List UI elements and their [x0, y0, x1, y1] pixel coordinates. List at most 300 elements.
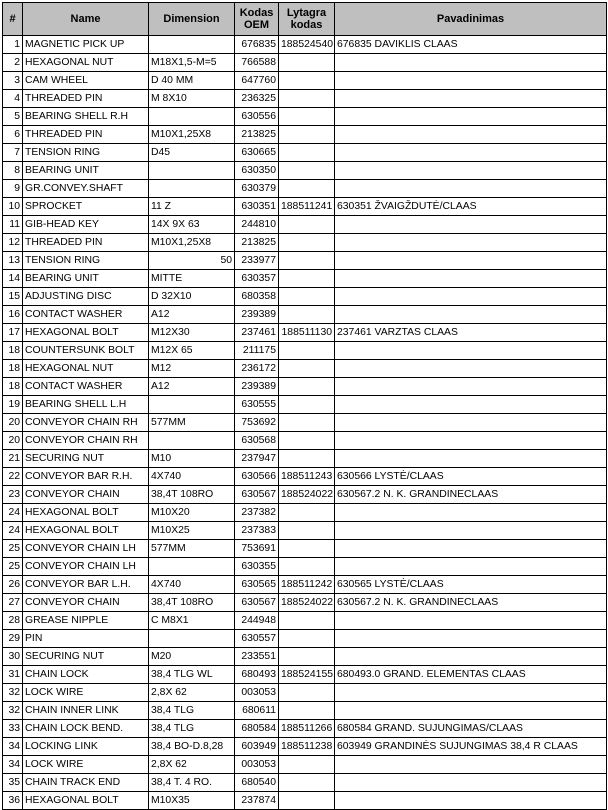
cell-dimension: [149, 180, 235, 198]
cell-num: 17: [3, 324, 23, 342]
cell-oem: 003053: [235, 756, 279, 774]
cell-num: 34: [3, 756, 23, 774]
cell-num: 20: [3, 432, 23, 450]
table-row: [3, 450, 607, 468]
cell-num: 3: [3, 72, 23, 90]
table-row: [3, 630, 607, 648]
cell-oem: 753692: [235, 414, 279, 432]
cell-name: PIN: [23, 630, 149, 648]
cell-oem: 003053: [235, 684, 279, 702]
table-row: [3, 702, 607, 720]
cell-lytagra: 188511266: [279, 720, 335, 738]
cell-name: CONVEYOR BAR L.H.: [23, 576, 149, 594]
cell-pavadinimas: [335, 630, 607, 648]
cell-name: SECURING NUT: [23, 648, 149, 666]
table-body: [3, 36, 607, 810]
cell-lytagra: [279, 234, 335, 252]
cell-lytagra: 188511238: [279, 738, 335, 756]
cell-num: 24: [3, 504, 23, 522]
cell-lytagra: [279, 396, 335, 414]
cell-oem: 630557: [235, 630, 279, 648]
cell-name: BEARING SHELL R.H: [23, 108, 149, 126]
cell-name: GREASE NIPPLE: [23, 612, 149, 630]
cell-num: 22: [3, 468, 23, 486]
table-row: [3, 594, 607, 612]
cell-pavadinimas: 630567.2 N. K. GRANDINECLAAS: [335, 594, 607, 612]
cell-lytagra: [279, 378, 335, 396]
cell-lytagra: [279, 612, 335, 630]
cell-lytagra: [279, 270, 335, 288]
cell-dimension: M20: [149, 648, 235, 666]
cell-lytagra: [279, 252, 335, 270]
cell-dimension: M12X30: [149, 324, 235, 342]
table-row: [3, 324, 607, 342]
cell-num: 7: [3, 144, 23, 162]
cell-oem: 680584: [235, 720, 279, 738]
cell-dimension: [149, 36, 235, 54]
cell-num: 23: [3, 486, 23, 504]
header-row: [3, 3, 607, 36]
cell-name: COUNTERSUNK BOLT: [23, 342, 149, 360]
cell-dimension: 38,4 TLG WL: [149, 666, 235, 684]
cell-oem: 237461: [235, 324, 279, 342]
table-row: [3, 198, 607, 216]
cell-dimension: 11 Z: [149, 198, 235, 216]
table-row: [3, 666, 607, 684]
cell-num: 10: [3, 198, 23, 216]
cell-name: BEARING SHELL L.H: [23, 396, 149, 414]
cell-lytagra: [279, 144, 335, 162]
cell-name: HEXAGONAL NUT: [23, 360, 149, 378]
table-row: [3, 162, 607, 180]
cell-pavadinimas: [335, 450, 607, 468]
table-row: [3, 558, 607, 576]
cell-oem: 630357: [235, 270, 279, 288]
cell-pavadinimas: [335, 702, 607, 720]
cell-lytagra: 188524540: [279, 36, 335, 54]
cell-oem: 233977: [235, 252, 279, 270]
cell-name: CHAIN TRACK END: [23, 774, 149, 792]
cell-lytagra: 188511130: [279, 324, 335, 342]
cell-lytagra: [279, 216, 335, 234]
cell-num: 14: [3, 270, 23, 288]
cell-pavadinimas: [335, 270, 607, 288]
cell-pavadinimas: [335, 558, 607, 576]
cell-pavadinimas: 630565 LYSTĖ/CLAAS: [335, 576, 607, 594]
cell-num: 35: [3, 774, 23, 792]
cell-num: 1: [3, 36, 23, 54]
cell-oem: 676835: [235, 36, 279, 54]
cell-lytagra: [279, 450, 335, 468]
cell-oem: 630351: [235, 198, 279, 216]
header-oem: Kodas OEM: [235, 3, 279, 36]
cell-dimension: M12: [149, 360, 235, 378]
cell-name: CHAIN LOCK: [23, 666, 149, 684]
cell-lytagra: [279, 702, 335, 720]
cell-pavadinimas: [335, 126, 607, 144]
header-name: Name: [23, 3, 149, 36]
cell-name: CHAIN LOCK BEND.: [23, 720, 149, 738]
cell-lytagra: [279, 90, 335, 108]
cell-name: SECURING NUT: [23, 450, 149, 468]
cell-dimension: A12: [149, 306, 235, 324]
cell-pavadinimas: [335, 612, 607, 630]
cell-oem: 630568: [235, 432, 279, 450]
cell-name: THREADED PIN: [23, 234, 149, 252]
table-row: [3, 756, 607, 774]
cell-dimension: D 32X10: [149, 288, 235, 306]
cell-name: THREADED PIN: [23, 126, 149, 144]
cell-num: 18: [3, 378, 23, 396]
table-row: [3, 396, 607, 414]
cell-dimension: [149, 630, 235, 648]
cell-pavadinimas: 680493.0 GRAND. ELEMENTAS CLAAS: [335, 666, 607, 684]
cell-dimension: M12X 65: [149, 342, 235, 360]
cell-num: 16: [3, 306, 23, 324]
cell-name: LOCK WIRE: [23, 684, 149, 702]
table-row: [3, 378, 607, 396]
cell-num: 18: [3, 342, 23, 360]
cell-dimension: M10X1,25X8: [149, 234, 235, 252]
cell-pavadinimas: [335, 234, 607, 252]
cell-num: 34: [3, 738, 23, 756]
cell-name: CONVEYOR CHAIN LH: [23, 540, 149, 558]
table-row: [3, 180, 607, 198]
cell-lytagra: 188524022: [279, 594, 335, 612]
cell-name: HEXAGONAL BOLT: [23, 504, 149, 522]
cell-oem: 630565: [235, 576, 279, 594]
cell-num: 26: [3, 576, 23, 594]
table-row: [3, 522, 607, 540]
cell-pavadinimas: [335, 774, 607, 792]
cell-name: CONTACT WASHER: [23, 378, 149, 396]
cell-lytagra: [279, 630, 335, 648]
cell-pavadinimas: [335, 432, 607, 450]
cell-oem: 680358: [235, 288, 279, 306]
cell-pavadinimas: [335, 90, 607, 108]
table-row: [3, 432, 607, 450]
table-row: [3, 720, 607, 738]
cell-name: GIB-HEAD KEY: [23, 216, 149, 234]
cell-dimension: M10X25: [149, 522, 235, 540]
cell-dimension: 577MM: [149, 414, 235, 432]
cell-name: CONVEYOR CHAIN RH: [23, 414, 149, 432]
table-row: [3, 486, 607, 504]
cell-lytagra: [279, 648, 335, 666]
cell-num: 25: [3, 558, 23, 576]
cell-dimension: M10X20: [149, 504, 235, 522]
cell-pavadinimas: [335, 756, 607, 774]
cell-oem: 630567: [235, 486, 279, 504]
cell-num: 2: [3, 54, 23, 72]
cell-dimension: 4X740: [149, 576, 235, 594]
cell-oem: 630355: [235, 558, 279, 576]
cell-lytagra: [279, 522, 335, 540]
table-row: [3, 288, 607, 306]
cell-oem: 753691: [235, 540, 279, 558]
cell-oem: 244948: [235, 612, 279, 630]
cell-num: 18: [3, 360, 23, 378]
cell-dimension: D45: [149, 144, 235, 162]
cell-pavadinimas: 630567.2 N. K. GRANDINECLAAS: [335, 486, 607, 504]
table-row: [3, 270, 607, 288]
cell-pavadinimas: [335, 216, 607, 234]
cell-pavadinimas: [335, 306, 607, 324]
table-row: [3, 468, 607, 486]
cell-num: 5: [3, 108, 23, 126]
table-row: [3, 792, 607, 810]
cell-dimension: [149, 558, 235, 576]
cell-name: CONVEYOR CHAIN: [23, 486, 149, 504]
cell-oem: 239389: [235, 306, 279, 324]
cell-num: 25: [3, 540, 23, 558]
cell-dimension: 38,4 TLG: [149, 720, 235, 738]
table-row: [3, 54, 607, 72]
cell-num: 13: [3, 252, 23, 270]
cell-num: 8: [3, 162, 23, 180]
cell-lytagra: [279, 126, 335, 144]
cell-pavadinimas: [335, 540, 607, 558]
table-row: [3, 234, 607, 252]
cell-num: 11: [3, 216, 23, 234]
cell-pavadinimas: [335, 180, 607, 198]
cell-pavadinimas: [335, 684, 607, 702]
cell-num: 19: [3, 396, 23, 414]
cell-lytagra: [279, 72, 335, 90]
header-lytagra: Lytagra kodas: [279, 3, 335, 36]
cell-name: HEXAGONAL BOLT: [23, 324, 149, 342]
cell-oem: 680611: [235, 702, 279, 720]
cell-dimension: [149, 108, 235, 126]
cell-oem: 213825: [235, 234, 279, 252]
cell-dimension: M 8X10: [149, 90, 235, 108]
cell-lytagra: 188511241: [279, 198, 335, 216]
cell-oem: 680540: [235, 774, 279, 792]
table-row: [3, 342, 607, 360]
table-row: [3, 252, 607, 270]
cell-num: 31: [3, 666, 23, 684]
cell-dimension: 38,4T 108RO: [149, 486, 235, 504]
cell-pavadinimas: [335, 792, 607, 810]
cell-lytagra: [279, 774, 335, 792]
table-row: [3, 612, 607, 630]
cell-dimension: 38,4T 108RO: [149, 594, 235, 612]
cell-lytagra: [279, 756, 335, 774]
cell-lytagra: [279, 684, 335, 702]
cell-pavadinimas: 630351 ŽVAIGŽDUTĖ/CLAAS: [335, 198, 607, 216]
cell-num: 32: [3, 684, 23, 702]
table-row: [3, 36, 607, 54]
cell-name: HEXAGONAL NUT: [23, 54, 149, 72]
cell-dimension: MITTE: [149, 270, 235, 288]
cell-dimension: C M8X1: [149, 612, 235, 630]
cell-oem: 680493: [235, 666, 279, 684]
cell-num: 27: [3, 594, 23, 612]
cell-name: SPROCKET: [23, 198, 149, 216]
cell-oem: 630555: [235, 396, 279, 414]
cell-oem: 236172: [235, 360, 279, 378]
cell-dimension: 14X 9X 63: [149, 216, 235, 234]
cell-oem: 237947: [235, 450, 279, 468]
cell-name: CONVEYOR CHAIN LH: [23, 558, 149, 576]
cell-oem: 630566: [235, 468, 279, 486]
cell-name: BEARING UNIT: [23, 270, 149, 288]
header-dimension: Dimension: [149, 3, 235, 36]
cell-dimension: 2,8X 62: [149, 756, 235, 774]
cell-dimension: M10X35: [149, 792, 235, 810]
cell-pavadinimas: [335, 648, 607, 666]
parts-table: [2, 2, 607, 810]
cell-num: 20: [3, 414, 23, 432]
cell-lytagra: [279, 306, 335, 324]
cell-num: 15: [3, 288, 23, 306]
cell-name: MAGNETIC PICK UP: [23, 36, 149, 54]
cell-pavadinimas: [335, 252, 607, 270]
cell-pavadinimas: [335, 144, 607, 162]
cell-dimension: 4X740: [149, 468, 235, 486]
table-row: [3, 360, 607, 378]
cell-name: LOCK WIRE: [23, 756, 149, 774]
header-pavadinimas: Pavadinimas: [335, 3, 607, 36]
cell-oem: 766588: [235, 54, 279, 72]
cell-dimension: [149, 396, 235, 414]
cell-lytagra: [279, 180, 335, 198]
cell-lytagra: [279, 558, 335, 576]
cell-name: HEXAGONAL BOLT: [23, 792, 149, 810]
cell-pavadinimas: [335, 288, 607, 306]
cell-lytagra: [279, 288, 335, 306]
cell-num: 4: [3, 90, 23, 108]
table-row: [3, 504, 607, 522]
cell-pavadinimas: 680584 GRAND. SUJUNGIMAS/CLAAS: [335, 720, 607, 738]
cell-oem: 236325: [235, 90, 279, 108]
cell-oem: 239389: [235, 378, 279, 396]
cell-num: 24: [3, 522, 23, 540]
cell-lytagra: [279, 504, 335, 522]
cell-dimension: D 40 MM: [149, 72, 235, 90]
table-row: [3, 90, 607, 108]
cell-name: CHAIN INNER LINK: [23, 702, 149, 720]
cell-dimension: 38,4 BO-D.8,28: [149, 738, 235, 756]
cell-num: 30: [3, 648, 23, 666]
cell-name: TENSION RING: [23, 144, 149, 162]
cell-pavadinimas: [335, 342, 607, 360]
cell-dimension: [149, 432, 235, 450]
cell-oem: 630350: [235, 162, 279, 180]
table-row: [3, 306, 607, 324]
cell-num: 28: [3, 612, 23, 630]
cell-pavadinimas: [335, 378, 607, 396]
table-row: [3, 126, 607, 144]
cell-pavadinimas: 676835 DAVIKLIS CLAAS: [335, 36, 607, 54]
cell-lytagra: [279, 342, 335, 360]
cell-name: CONVEYOR CHAIN RH: [23, 432, 149, 450]
cell-dimension: 2,8X 62: [149, 684, 235, 702]
cell-lytagra: [279, 792, 335, 810]
header-num: #: [3, 3, 23, 36]
table-row: [3, 540, 607, 558]
cell-lytagra: 188524022: [279, 486, 335, 504]
cell-dimension: 38,4 T. 4 RO.: [149, 774, 235, 792]
cell-num: 29: [3, 630, 23, 648]
cell-dimension: A12: [149, 378, 235, 396]
cell-num: 32: [3, 702, 23, 720]
cell-name: GR.CONVEY.SHAFT: [23, 180, 149, 198]
cell-dimension: M10: [149, 450, 235, 468]
cell-dimension: 577MM: [149, 540, 235, 558]
cell-dimension: M10X1,25X8: [149, 126, 235, 144]
cell-lytagra: [279, 162, 335, 180]
cell-oem: 233551: [235, 648, 279, 666]
cell-oem: 237383: [235, 522, 279, 540]
cell-dimension: 50: [149, 252, 235, 270]
table-row: [3, 774, 607, 792]
cell-name: CAM WHEEL: [23, 72, 149, 90]
cell-oem: 244810: [235, 216, 279, 234]
cell-dimension: [149, 162, 235, 180]
cell-oem: 603949: [235, 738, 279, 756]
cell-pavadinimas: [335, 396, 607, 414]
table-row: [3, 576, 607, 594]
table-row: [3, 144, 607, 162]
cell-num: 36: [3, 792, 23, 810]
cell-name: LOCKING LINK: [23, 738, 149, 756]
cell-pavadinimas: 603949 GRANDINĖS SUJUNGIMAS 38,4 R CLAAS: [335, 738, 607, 756]
cell-pavadinimas: [335, 414, 607, 432]
cell-oem: 237874: [235, 792, 279, 810]
cell-num: 12: [3, 234, 23, 252]
cell-pavadinimas: [335, 54, 607, 72]
cell-lytagra: [279, 432, 335, 450]
table-row: [3, 684, 607, 702]
cell-lytagra: 188511243: [279, 468, 335, 486]
cell-dimension: M18X1,5-M=5: [149, 54, 235, 72]
table-row: [3, 414, 607, 432]
table-row: [3, 648, 607, 666]
cell-name: BEARING UNIT: [23, 162, 149, 180]
cell-pavadinimas: [335, 72, 607, 90]
cell-dimension: 38,4 TLG: [149, 702, 235, 720]
cell-name: CONVEYOR BAR R.H.: [23, 468, 149, 486]
cell-oem: 630665: [235, 144, 279, 162]
cell-num: 33: [3, 720, 23, 738]
table-row: [3, 108, 607, 126]
cell-pavadinimas: [335, 522, 607, 540]
table-row: [3, 216, 607, 234]
cell-pavadinimas: [335, 108, 607, 126]
table-row: [3, 72, 607, 90]
cell-lytagra: [279, 540, 335, 558]
cell-name: ADJUSTING DISC: [23, 288, 149, 306]
cell-name: CONVEYOR CHAIN: [23, 594, 149, 612]
cell-pavadinimas: [335, 162, 607, 180]
cell-name: CONTACT WASHER: [23, 306, 149, 324]
cell-lytagra: [279, 108, 335, 126]
cell-pavadinimas: [335, 360, 607, 378]
cell-oem: 213825: [235, 126, 279, 144]
cell-num: 21: [3, 450, 23, 468]
cell-lytagra: [279, 360, 335, 378]
cell-oem: 647760: [235, 72, 279, 90]
cell-name: HEXAGONAL BOLT: [23, 522, 149, 540]
cell-pavadinimas: [335, 504, 607, 522]
cell-lytagra: [279, 414, 335, 432]
cell-lytagra: [279, 54, 335, 72]
cell-name: THREADED PIN: [23, 90, 149, 108]
cell-oem: 237382: [235, 504, 279, 522]
cell-lytagra: 188524155: [279, 666, 335, 684]
cell-num: 9: [3, 180, 23, 198]
